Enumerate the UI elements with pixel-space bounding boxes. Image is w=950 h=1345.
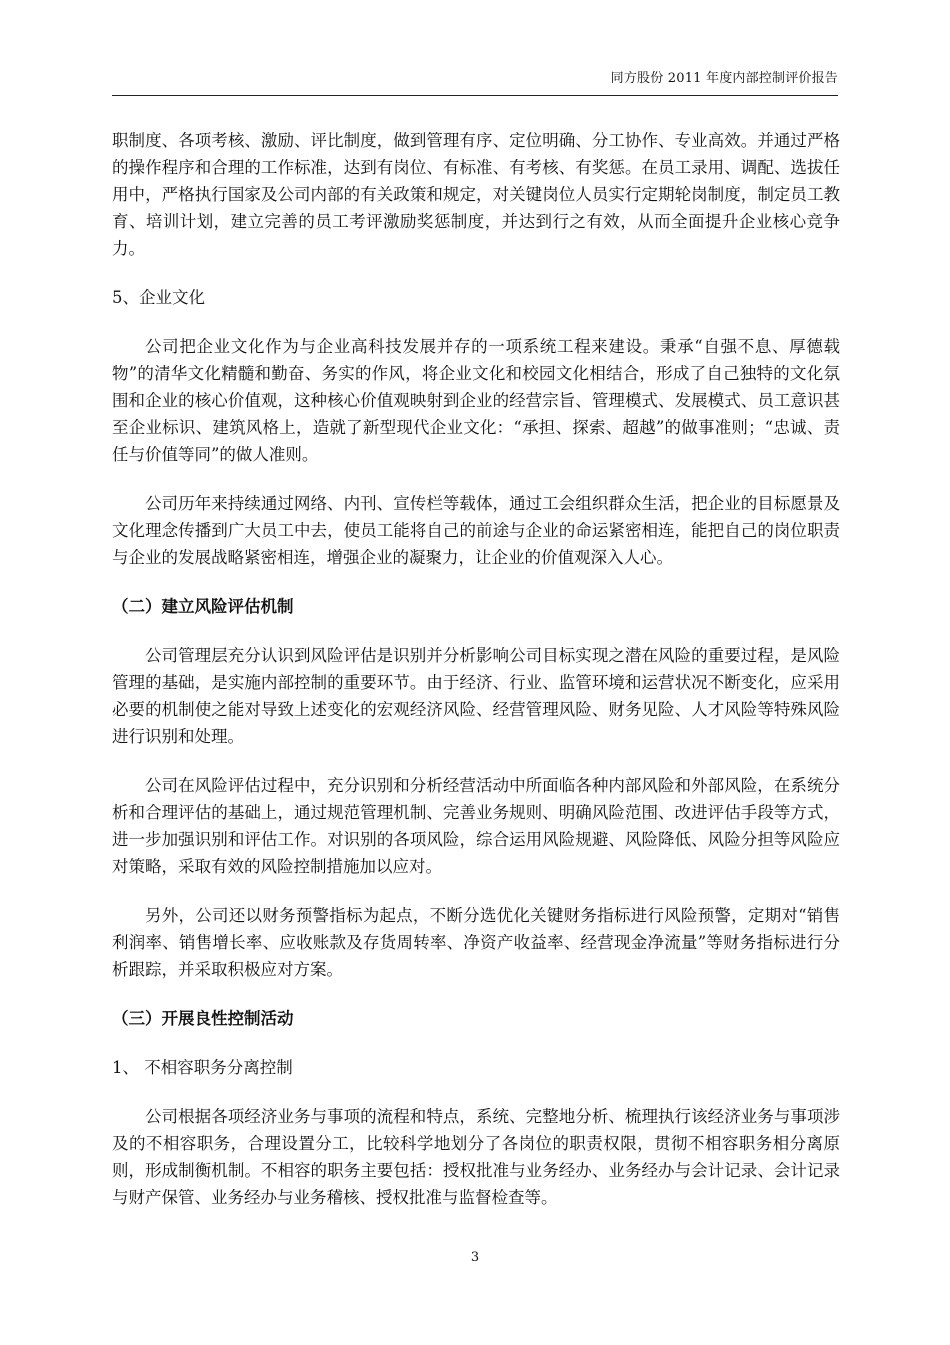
paragraph-risk-importance: 公司管理层充分认识到风险评估是识别并分析影响公司目标实现之潜在风险的重要过程，是风险管理的基础，是实施内部控制的重要环节。由于经济、行业、监管环境和运营状况不断变化，应采用必要的机制使之能对导致上述变化的宏观经济风险、经营管理风险、财务见险、人才风险等特殊风险进行识别和处理。 — [112, 646, 840, 746]
paragraph-personnel-policy: 职制度、各项考核、激励、评比制度，做到管理有序、定位明确、分工协作、专业高效。并通过严格的操作程序和合理的工作标准，达到有岗位、有标准、有考核、有奖惩。在员工录用、调配、选拔任用中，严格执行国家及公司内部的有关政策和规定，对关键岗位人员实行定期轮岗制度，制定员工教育、培训计划，建立完善的员工考评激励奖惩制度，并达到行之有效，从而全面提升企业核心竞争力。 — [112, 131, 840, 258]
document-body — [112, 127, 840, 1211]
heading-corporate-culture: 5、企业文化 — [112, 288, 205, 307]
header-rule — [112, 95, 838, 96]
paragraph-financial-warning: 另外，公司还以财务预警指标为起点，不断分选优化关键财务指标进行风险预警，定期对“销售利润率、销售增长率、应收账款及存货周转率、净资产收益率、经营现金净流量”等财务指标进行分析跟踪，并采取积极应对方案。 — [112, 906, 840, 979]
heading-control-activities: （三）开展良性控制活动 — [112, 1009, 294, 1028]
paragraph-culture-system: 公司把企业文化作为与企业高科技发展并存的一项系统工程来建设。秉承“自强不息、厚德载物”的清华文化精髓和勤奋、务实的作风，将企业文化和校园文化相结合，形成了自己独特的文化氛围和企业的核心价值观，这种核心价值观映射到企业的经营宗旨、管理模式、发展模式、员工意识甚至企业标识、建筑风格上，造就了新型现代企业文化：“承担、探索、超越”的做事准则；“忠诚、责任与价值等同”的做人准则。 — [112, 337, 840, 464]
paragraph-risk-process: 公司在风险评估过程中，充分识别和分析经营活动中所面临各种内部风险和外部风险，在系统分析和合理评估的基础上，通过规范管理机制、完善业务规则、明确风险范围、改进评估手段等方式，进一步加强识别和评估工作。对识别的各项风险，综合运用风险规避、风险降低、风险分担等风险应对策略，采取有效的风险控制措施加以应对。 — [112, 776, 840, 876]
heading-risk-assessment: （二）建立风险评估机制 — [112, 597, 294, 616]
paragraph-duty-separation: 公司根据各项经济业务与事项的流程和特点，系统、完整地分析、梳理执行该经济业务与事项涉及的不相容职务，合理设置分工，比较科学地划分了各岗位的职责权限，贯彻不相容职务相分离原则，形成制衡机制。不相容的职务主要包括：授权批准与业务经办、业务经办与会计记录、会计记录与财产保管、业务经办与业务稽核、授权批准与监督检查等。 — [112, 1107, 840, 1207]
paragraph-culture-communication: 公司历年来持续通过网络、内刊、宣传栏等载体，通过工会组织群众生活，把企业的目标愿景及文化理念传播到广大员工中去，使员工能将自己的前途与企业的命运紧密相连，能把自己的岗位职责与企业的发展战略紧密相连，增强企业的凝聚力，让企业的价值观深入人心。 — [112, 494, 840, 567]
heading-duty-separation: 1、 不相容职务分离控制 — [112, 1058, 293, 1077]
page-header-title: 同方股份 2011 年度内部控制评价报告 — [610, 71, 838, 86]
page-number: 3 — [470, 1250, 480, 1265]
